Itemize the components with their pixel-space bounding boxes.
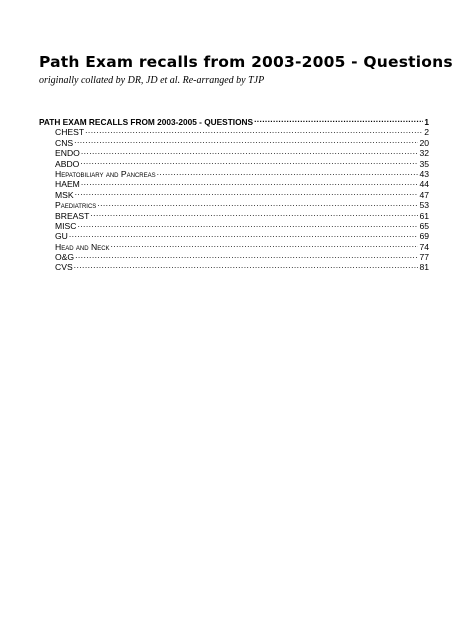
toc-entry-abdo[interactable] (39, 156, 429, 169)
toc-dot-leader (85, 125, 423, 135)
toc-entry-chest[interactable] (39, 125, 429, 138)
toc-entry-label: MSK (55, 189, 74, 200)
toc-dot-leader (80, 156, 418, 166)
toc-entry-label: CNS (55, 137, 74, 148)
toc-entry-paediatrics[interactable] (39, 198, 429, 211)
toc-dot-leader (157, 167, 419, 177)
toc-entry-breast[interactable] (39, 208, 429, 221)
toc-entry-page: 74 (419, 241, 429, 252)
toc-dot-leader (74, 260, 419, 270)
toc-dot-leader (111, 239, 419, 249)
toc-entry-msk[interactable] (39, 187, 429, 200)
toc-dot-leader (74, 135, 418, 145)
toc-entry-page: 20 (419, 137, 429, 148)
toc-entry-page: 47 (419, 189, 429, 200)
toc-entry-page: 32 (419, 148, 429, 159)
toc-entry-label: O&G (55, 252, 75, 263)
document-subtitle: originally collated by DR, JD et al. Re-arranged by TJP (39, 75, 265, 86)
toc-dot-leader (69, 229, 419, 239)
toc-entry-page: 61 (419, 210, 429, 221)
toc-entry-cns[interactable] (39, 135, 429, 148)
toc-dot-leader (75, 187, 419, 197)
toc-entry-page: 81 (419, 262, 429, 273)
toc-entry-label: BREAST (55, 210, 90, 221)
toc-entry-label: Head and Neck (55, 241, 110, 252)
document-title: Path Exam recalls from 2003-2005 - Questions (39, 53, 453, 71)
toc-entry-og[interactable] (39, 250, 429, 263)
toc-entry-page: 2 (424, 127, 429, 138)
toc-entry-endo[interactable] (39, 146, 429, 159)
toc-heading-page: 1 (424, 117, 429, 127)
toc-entry-label: ENDO (55, 148, 80, 159)
toc-dot-leader (77, 219, 418, 229)
toc-entry-page: 77 (419, 252, 429, 263)
toc-heading-entry[interactable] (39, 114, 429, 125)
toc-entry-head-and-neck[interactable] (39, 239, 429, 252)
toc-dot-leader (81, 177, 419, 187)
toc-entry-page: 43 (419, 168, 429, 179)
toc-entry-label: MISC (55, 220, 77, 231)
toc-entry-page: 53 (419, 200, 429, 211)
toc-entry-hepatobiliary[interactable] (39, 167, 429, 177)
toc-entry-label: CHEST (55, 127, 85, 138)
toc-dot-leader (75, 250, 418, 260)
table-of-contents (39, 114, 429, 273)
toc-dot-leader (81, 146, 419, 156)
toc-dot-leader (254, 114, 423, 125)
toc-dot-leader (90, 208, 418, 218)
toc-heading-label: PATH EXAM RECALLS FROM 2003-2005 - QUESTIONS (39, 117, 254, 127)
toc-entry-label: Hepatobiliary and Pancreas (55, 168, 156, 179)
toc-entry-page: 69 (419, 231, 429, 242)
toc-entry-page: 35 (419, 158, 429, 169)
toc-dot-leader (97, 198, 418, 208)
toc-entry-cvs[interactable] (39, 260, 429, 273)
toc-entry-label: ABDO (55, 158, 80, 169)
toc-entry-page: 44 (419, 179, 429, 190)
toc-entry-page: 65 (419, 220, 429, 231)
toc-entry-label: HAEM (55, 179, 80, 190)
toc-entry-label: Paediatrics (55, 200, 97, 211)
toc-entry-label: GU (55, 231, 68, 242)
toc-entry-misc[interactable] (39, 219, 429, 229)
toc-entry-gu[interactable] (39, 229, 429, 242)
toc-entry-haem[interactable] (39, 177, 429, 190)
toc-entry-label: CVS (55, 262, 73, 273)
